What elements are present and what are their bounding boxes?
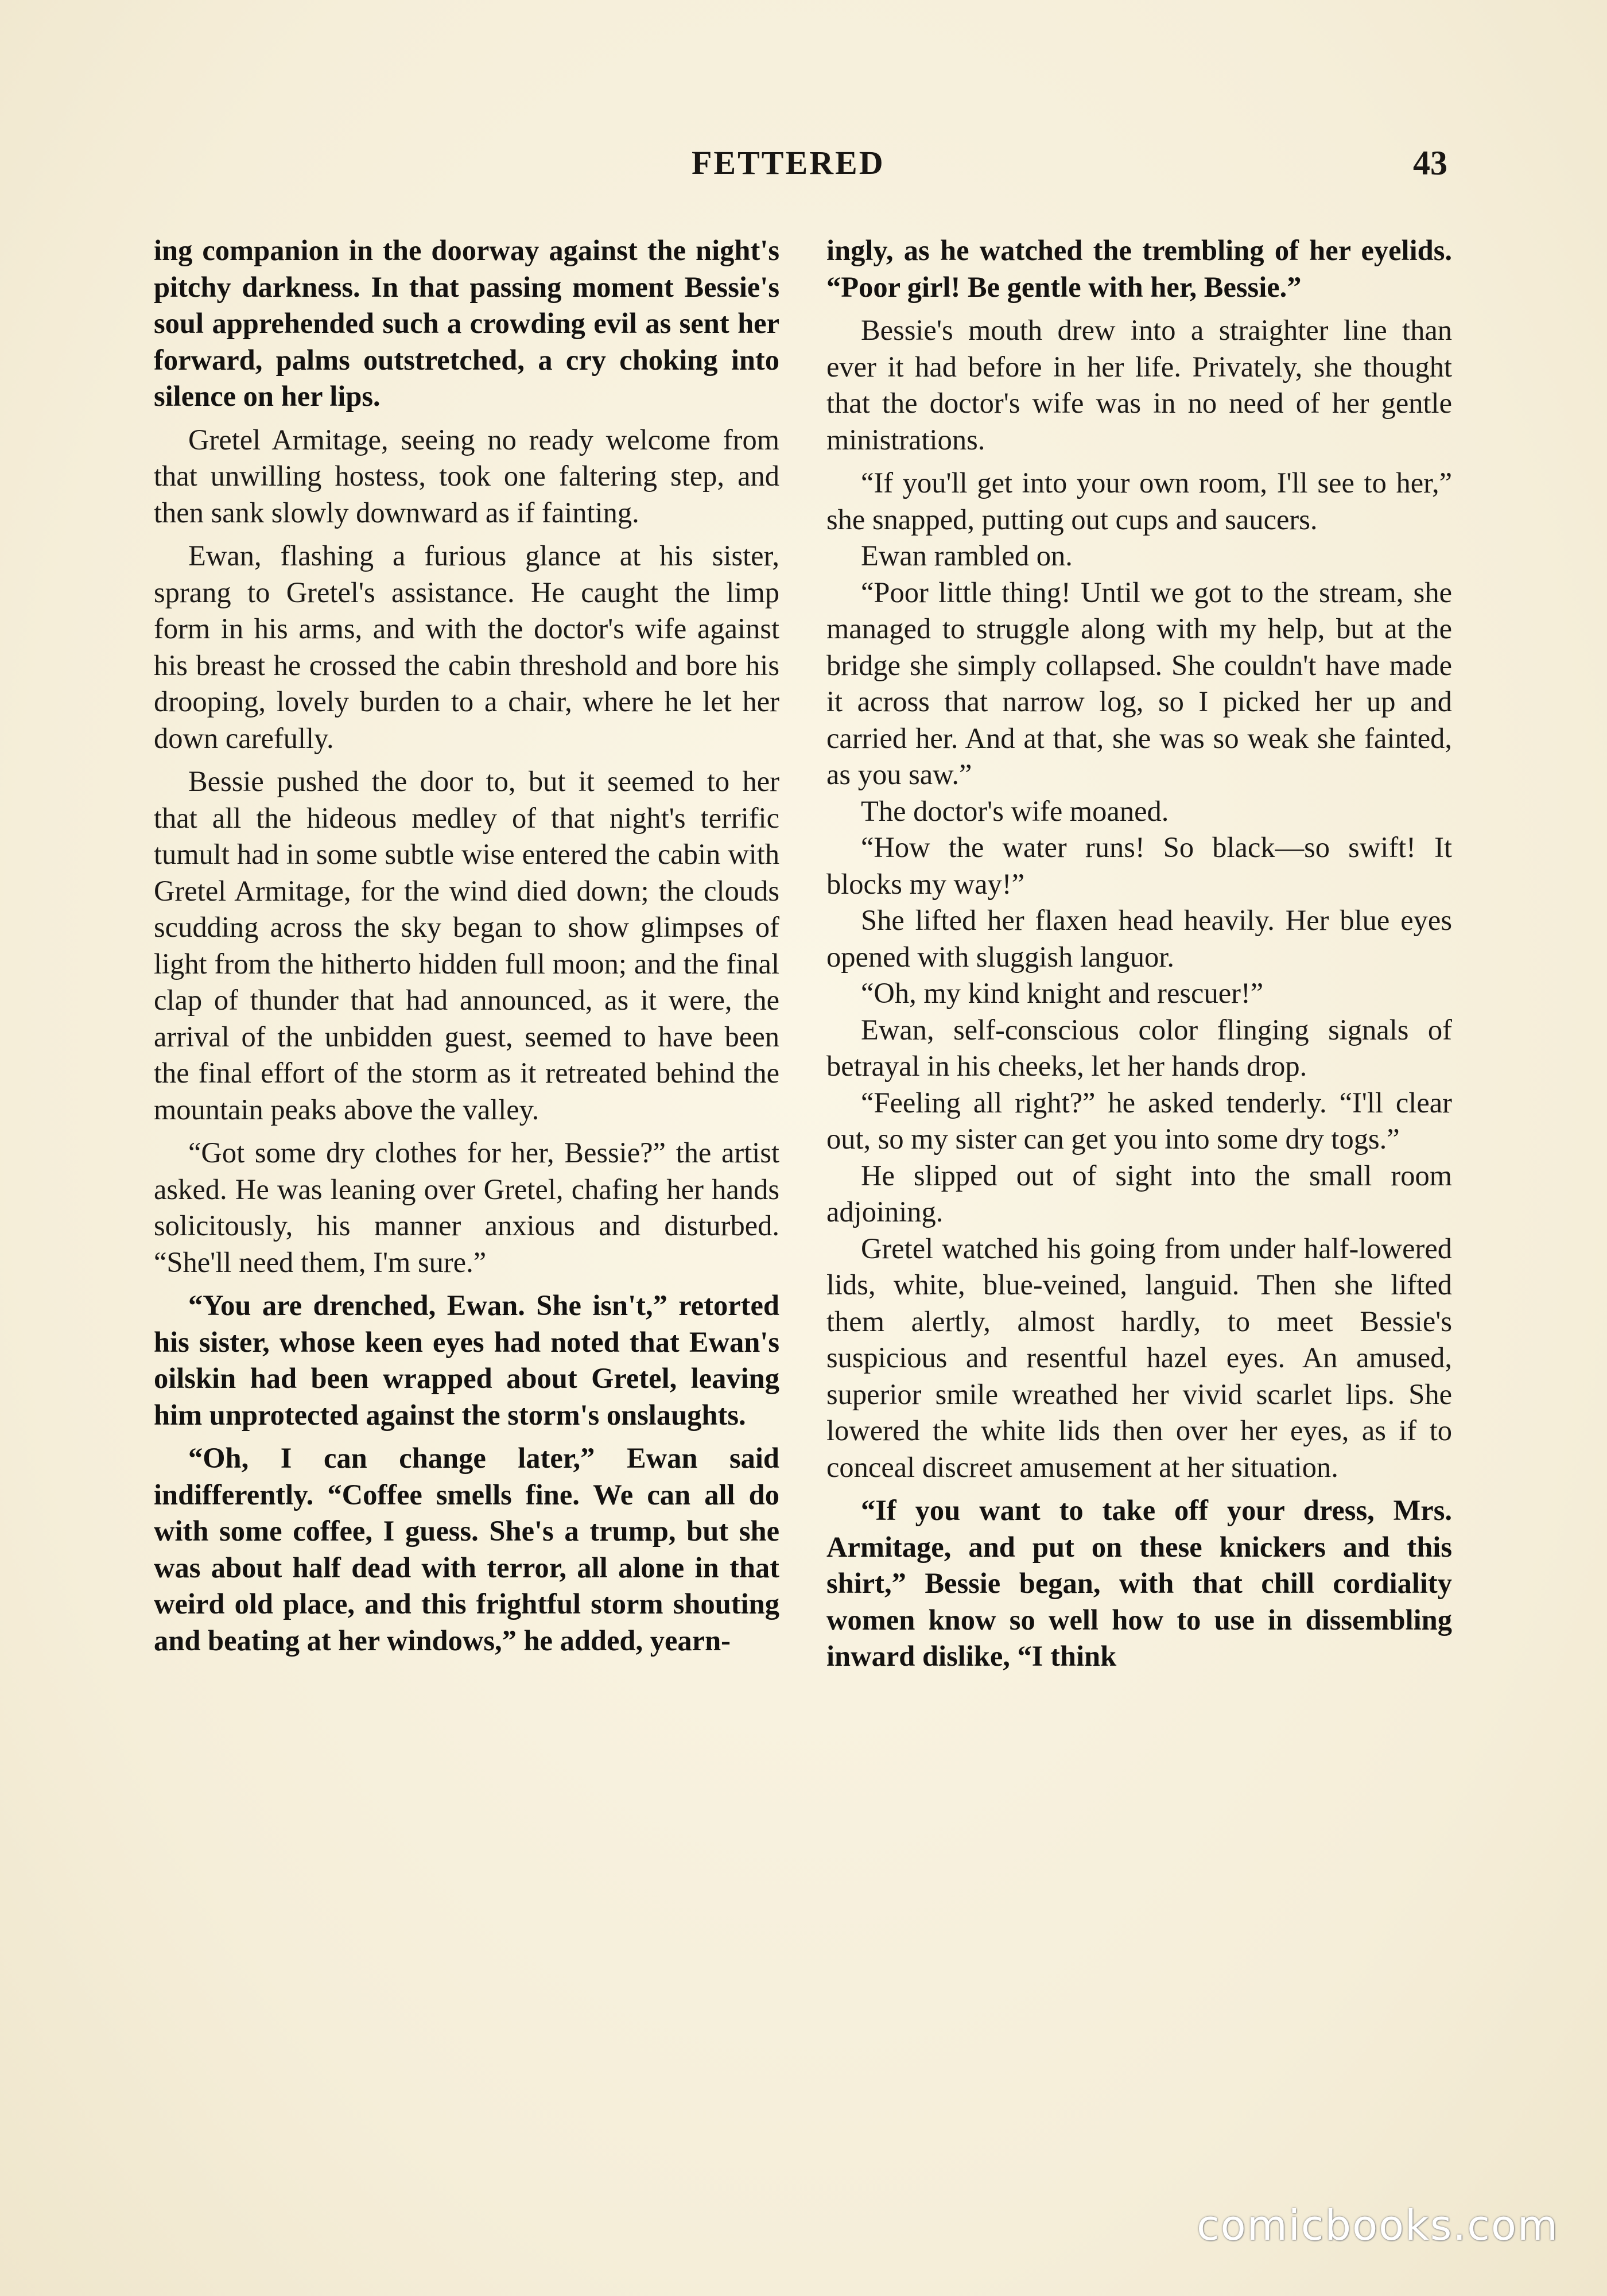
paragraph: Gretel Armitage, seeing no ready welcome from that unwilling hostess, took one faltering step, and then sank slowly downward as if fainting.: [154, 423, 779, 529]
left-column: [154, 232, 779, 1659]
paragraph: ingly, as he watched the trembling of her eyelids. “Poor girl! Be gentle with her, Bessie.”: [826, 234, 1452, 303]
paragraph: “Poor little thing! Until we got to the stream, she managed to struggle along with my help, but at the bridge she simply collapsed. She couldn't have made it across that narrow log, so I picked her up and carried her. And at that, she was so weak she fainted, as you saw.”: [826, 576, 1452, 790]
right-column: [826, 232, 1452, 1675]
paragraph: Bessie pushed the door to, but it seemed to her that all the hideous medley of that night's terrific tumult had in some subtle wise entered the cabin with Gretel Armitage, for the wind died down; the clouds scudding across the sky began to show glimpses of light from the hitherto hidden full moon; and the final clap of thunder that had announced, as it were, the arrival of the unbidden guest, seemed to have been the final effort of the storm as it retreated behind the mountain peaks above the valley.: [154, 765, 779, 1126]
paragraph: “Got some dry clothes for her, Bessie?” the artist asked. He was leaning over Gretel, chafing her hands solicitously, his manner anxious and disturbed. “She'll need them, I'm sure.”: [154, 1137, 779, 1278]
paragraph: “If you want to take off your dress, Mrs. Armitage, and put on these knickers and this shirt,” Bessie began, with that chill cordiality women know so well how to use in dissembling inward dislike, “I think: [826, 1494, 1452, 1672]
paragraph: “You are drenched, Ewan. She isn't,” retorted his sister, whose keen eyes had noted that Ewan's oilskin had been wrapped about Gretel, leaving him unprotected against the storm's onslaughts.: [154, 1289, 779, 1431]
paragraph: The doctor's wife moaned.: [861, 794, 1169, 827]
page-number: 43: [1413, 144, 1447, 182]
paragraph: “Feeling all right?” he asked tenderly. “I'll clear out, so my sister can get you into some dry togs.”: [826, 1086, 1452, 1155]
paragraph: ing companion in the doorway against the night's pitchy darkness. In that passing moment Bessie's soul apprehended such a crowding evil as sent her forward, palms outstretched, a cry choking into silence on her lips.: [154, 234, 779, 412]
paragraph: She lifted her flaxen head heavily. Her blue eyes opened with sluggish languor.: [826, 904, 1452, 973]
page-header: [0, 144, 1607, 189]
paragraph: Gretel watched his going from under half-lowered lids, white, blue-veined, languid. Then she lifted them alertly, almost hardly, to meet Bessie's suspicious and resentful hazel eyes. An amused, superior smile wreathed her vivid scarlet lips. She lowered the white lids then over her eyes, as if to conceal discreet amusement at her situation.: [826, 1232, 1452, 1483]
paragraph: Bessie's mouth drew into a straighter line than ever it had before in her life. Privately, she thought that the doctor's wife was in no need of her gentle ministrations.: [826, 314, 1452, 456]
paragraph: He slipped out of sight into the small room adjoining.: [826, 1159, 1452, 1228]
paragraph: Ewan, flashing a furious glance at his sister, sprang to Gretel's assistance. He caught the limp form in his arms, and with the doctor's wife against his breast he crossed the cabin threshold and bore his drooping, lovely burden to a chair, where he let her down carefully.: [154, 540, 779, 754]
paragraph: Ewan rambled on.: [861, 540, 1073, 572]
paragraph: “How the water runs! So black—so swift! It blocks my way!”: [826, 831, 1452, 900]
site-watermark: comicbooks.com: [1197, 2201, 1559, 2250]
paragraph: “Oh, I can change later,” Ewan said indifferently. “Coffee smells fine. We can all do with some coffee, I guess. She's a trump, but she was about half dead with terror, all alone in that weird old place, and this frightful storm shouting and beating at her windows,” he added, yearn-: [154, 1442, 779, 1657]
running-title: FETTERED: [692, 144, 885, 181]
paragraph: “If you'll get into your own room, I'll see to her,” she snapped, putting out cups and saucers.: [826, 467, 1452, 536]
paragraph: Ewan, self-conscious color flinging signals of betrayal in his cheeks, let her hands drop.: [826, 1013, 1452, 1082]
paragraph: “Oh, my kind knight and rescuer!”: [861, 977, 1264, 1009]
